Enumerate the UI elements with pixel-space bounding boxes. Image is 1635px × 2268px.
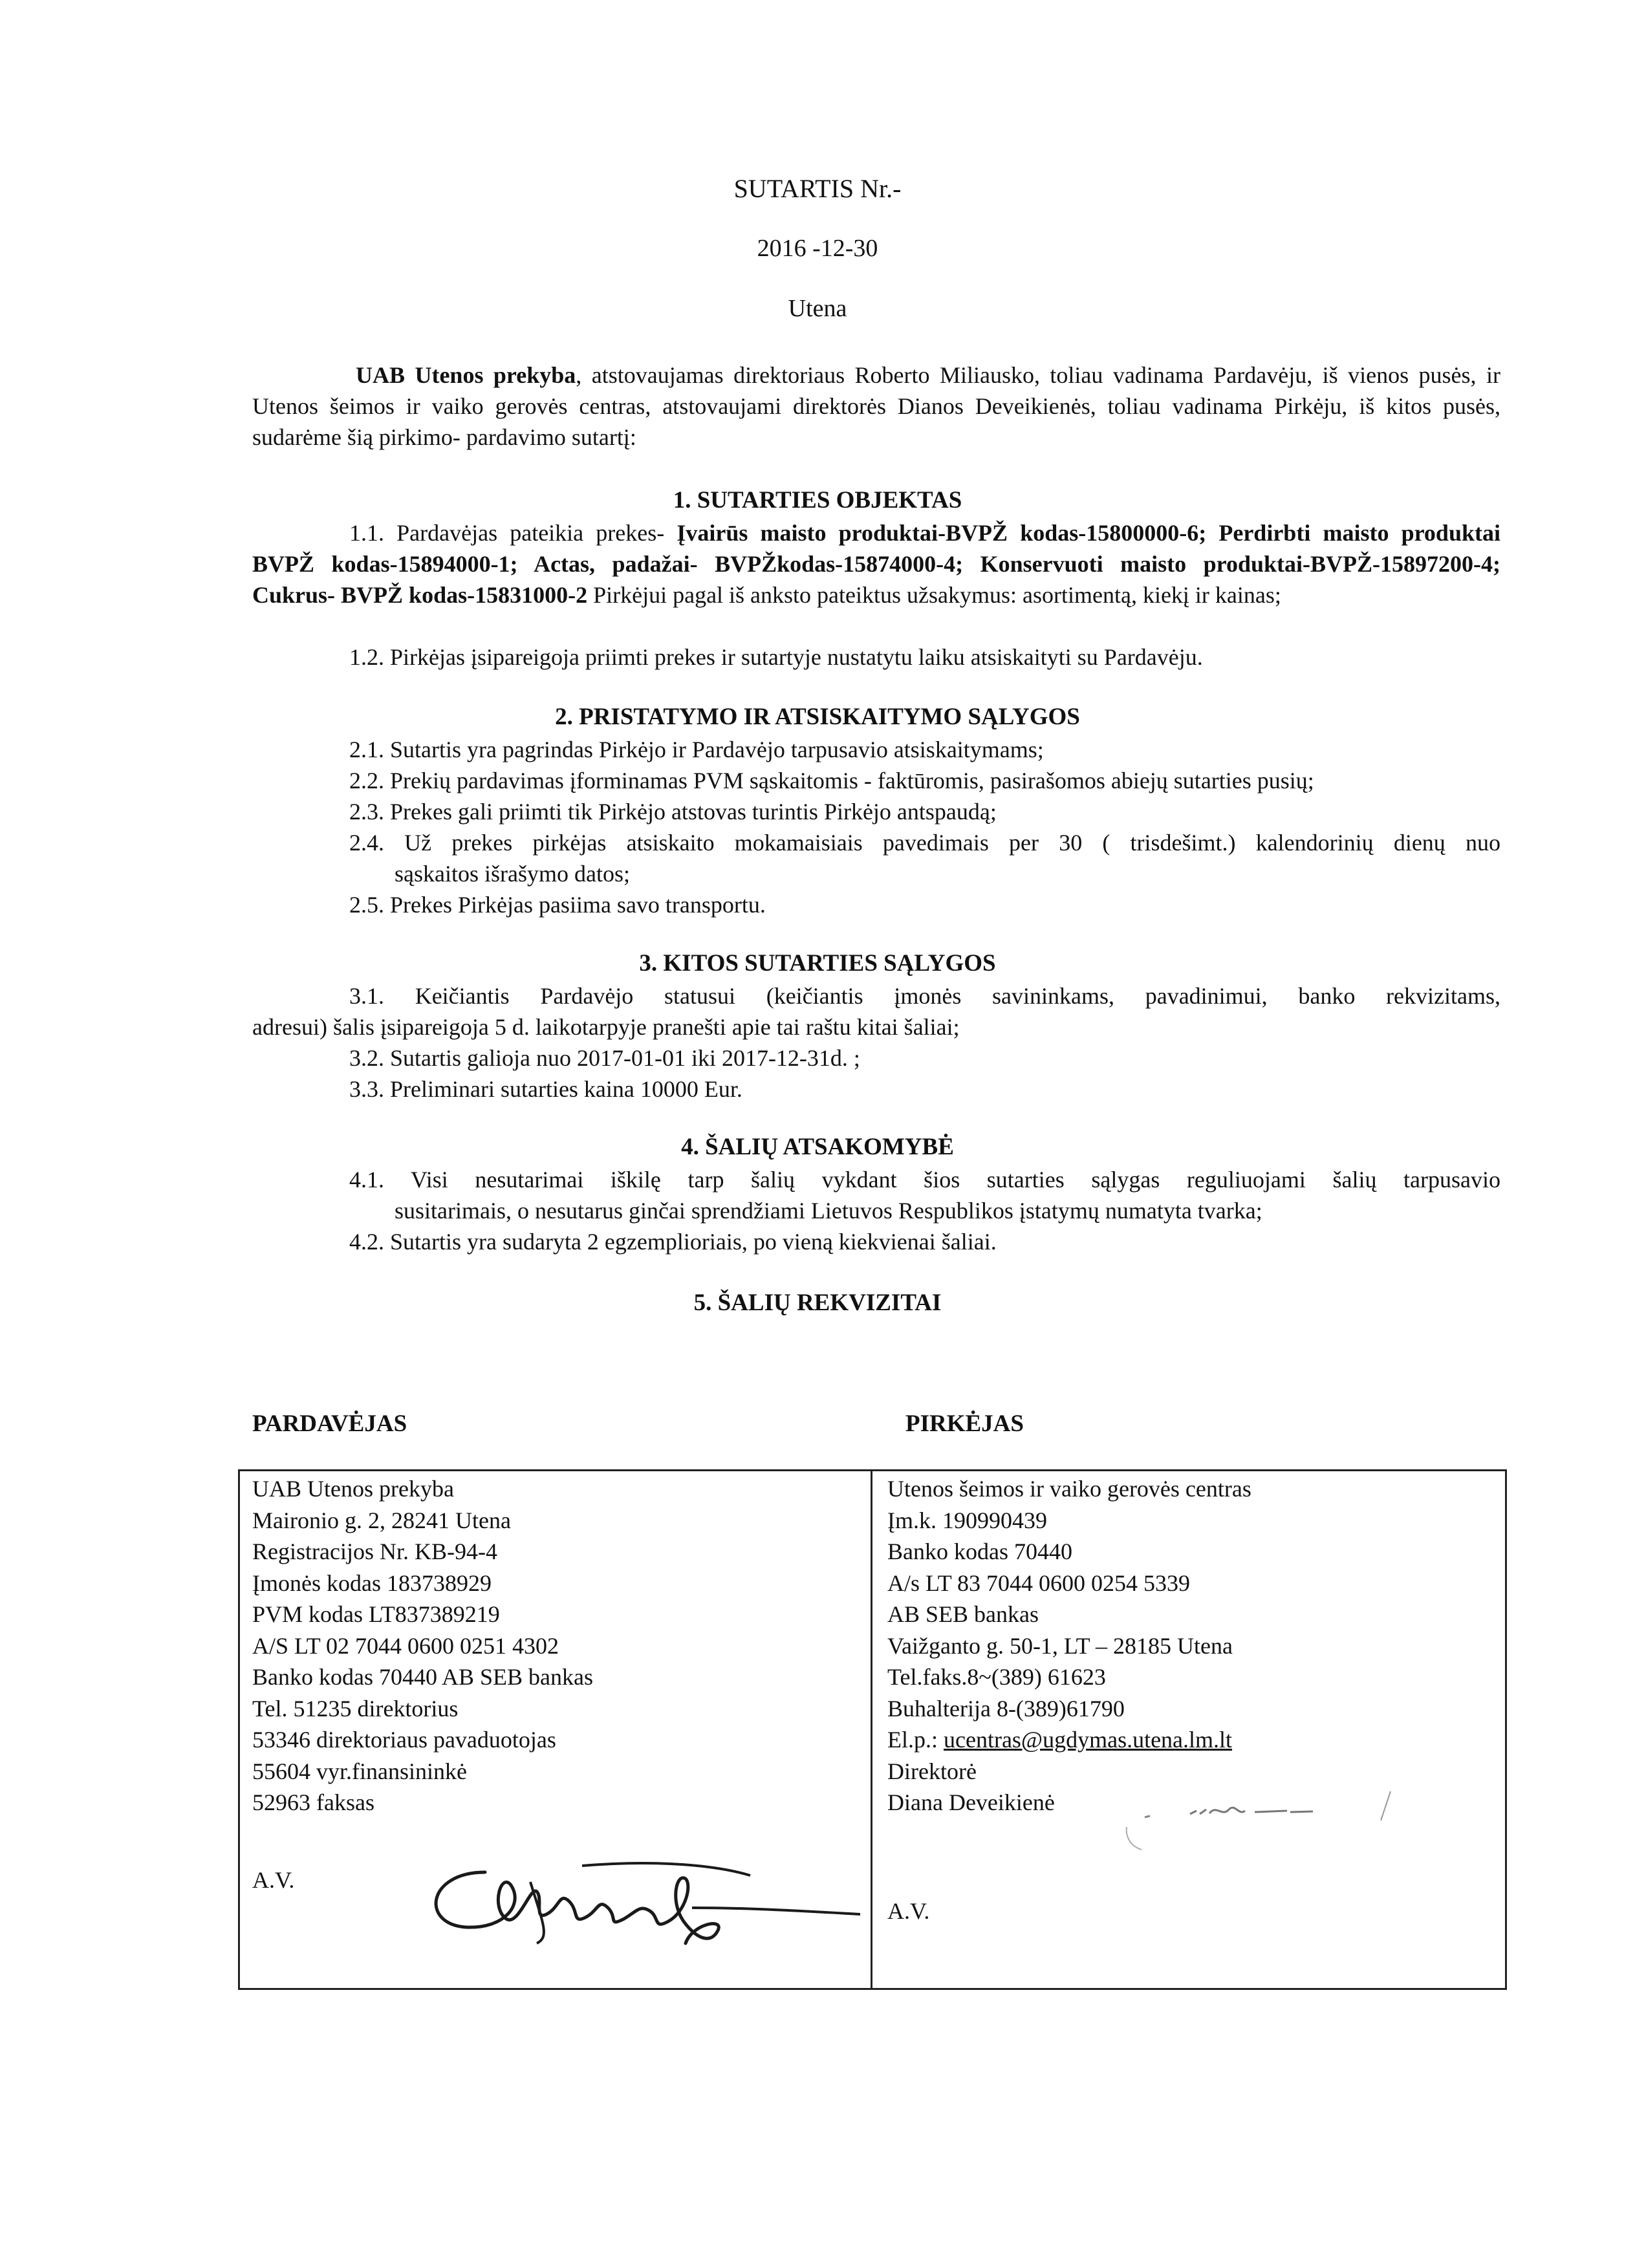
clause-1-1 (252, 517, 1500, 610)
seller-line: Tel. 51235 direktorius (252, 1695, 459, 1722)
clause-1-1-products: Įvairūs maisto produktai-BVPŽ kodas-15800000-6; Perdirbti maisto produktai BVPŽ kodas-15894000-1; Actas, padažai- BVPŽkodas-15874000-4; Konservuoti maisto produktai-BVPŽ-15897200-4; Cukrus- BVPŽ kodas-15831000-2 (252, 520, 1500, 608)
seller-stamp-place: A.V. (252, 1867, 295, 1893)
seller-line: Maironio g. 2, 28241 Utena (252, 1507, 511, 1533)
seller-line: PVM kodas LT837389219 (252, 1601, 500, 1627)
section-5-heading: 5. ŠALIŲ REKVIZITAI (693, 1290, 942, 1316)
seller-line: A/S LT 02 7044 0600 0251 4302 (252, 1632, 559, 1659)
buyer-line: A/s LT 83 7044 0600 0254 5339 (887, 1570, 1191, 1596)
intro-text: , atstovaujamas direktoriaus Roberto Miliausko, toliau vadinama Pardavėju, iš vienos pusės, ir Utenos šeimos ir vaiko gerovės centras, atstovaujami direktorės Dianos Deveikienės, toliau vadinama Pirkėju, iš kitos pusės, sudarėme šią pirkimo- pardavimo sutartį: (252, 362, 1500, 450)
buyer-stamp-place: A.V. (887, 1898, 930, 1924)
clause-2-4: 2.4. Už prekes pirkėjas atsiskaito mokamaisiais pavedimais per 30 ( trisdešimt.) kalendorinių dienų nuo (349, 830, 1500, 856)
seller-line: Registracijos Nr. KB-94-4 (252, 1539, 497, 1564)
buyer-director-name: Diana Deveikienė (887, 1789, 1055, 1815)
buyer-email-label: El.p.: (887, 1727, 944, 1753)
clause-3-3: 3.3. Preliminari sutarties kaina 10000 Eur. (349, 1076, 742, 1102)
buyer-line: AB SEB bankas (887, 1601, 1039, 1627)
clause-1-2: 1.2. Pirkėjas įsipareigoja priimti prekes ir sutartyje nustatytu laiku atsiskaityti su Pardavėju. (349, 644, 1203, 670)
seller-line: UAB Utenos prekyba (252, 1476, 454, 1502)
seller-heading: PARDAVĖJAS (252, 1410, 407, 1437)
contract-date: 2016 -12-30 (757, 235, 878, 262)
seller-signature (414, 1846, 867, 1956)
clause-4-1-cont: susitarimais, o nesutarus ginčai sprendžiami Lietuvos Respublikos įstatymų numatyta tvarka; (395, 1198, 1262, 1224)
buyer-line: Banko kodas 70440 (887, 1539, 1072, 1564)
clause-2-2: 2.2. Prekių pardavimas įforminamas PVM sąskaitomis - faktūromis, pasirašomos abiejų sutarties pusių; (349, 768, 1314, 794)
clause-3-1: 3.1. Keičiantis Pardavėjo statusui (keičiantis įmonės savininkams, pavadinimui, banko rekvizitams, (349, 983, 1500, 1009)
clause-3-1-cont: adresui) šalis įsipareigoja 5 d. laikotarpyje pranešti apie tai raštu kitai šaliai; (252, 1014, 960, 1040)
buyer-role: Direktorė (887, 1758, 977, 1784)
buyer-line: Buhalterija 8-(389)61790 (887, 1695, 1125, 1722)
section-3-heading: 3. KITOS SUTARTIES SĄLYGOS (639, 950, 996, 977)
contract-title: SUTARTIS Nr.- (733, 174, 902, 203)
requisites-divider (871, 1469, 872, 1990)
section-4-heading: 4. ŠALIŲ ATSAKOMYBĖ (681, 1134, 954, 1160)
clause-2-3: 2.3. Prekes gali priimti tik Pirkėjo atstovas turintis Pirkėjo antspaudą; (349, 799, 997, 825)
seller-requisites (252, 1473, 593, 1819)
intro-paragraph (252, 360, 1500, 453)
clause-2-5: 2.5. Prekes Pirkėjas pasiima savo transportu. (349, 892, 766, 918)
buyer-line: Vaižganto g. 50-1, LT – 28185 Utena (887, 1632, 1233, 1659)
buyer-signature (1125, 1785, 1416, 1856)
contract-city: Utena (788, 295, 847, 322)
seller-name-bold: UAB Utenos prekyba (356, 362, 576, 388)
buyer-email-line (887, 1724, 1251, 1756)
seller-line: 55604 vyr.finansininkė (252, 1758, 467, 1784)
seller-line: 52963 faksas (252, 1789, 374, 1815)
clause-1-1-lead: 1.1. Pardavėjas pateikia prekes- (349, 520, 677, 546)
clause-4-1: 4.1. Visi nesutarimai iškilę tarp šalių vykdant šios sutarties sąlygas reguliuojami šalių tarpusavio (349, 1167, 1500, 1193)
buyer-email-link[interactable]: ucentras@ugdymas.utena.lm.lt (944, 1727, 1233, 1753)
seller-line: 53346 direktoriaus pavaduotojas (252, 1727, 556, 1753)
buyer-line: Utenos šeimos ir vaiko gerovės centras (887, 1476, 1251, 1502)
buyer-line: Įm.k. 190990439 (887, 1507, 1047, 1533)
clause-1-1-tail: Pirkėjui pagal iš anksto pateiktus užsakymus: asortimentą, kiekį ir kainas; (587, 582, 1281, 608)
section-2-heading: 2. PRISTATYMO IR ATSISKAITYMO SĄLYGOS (555, 704, 1080, 730)
clause-3-2: 3.2. Sutartis galioja nuo 2017-01-01 iki 2017-12-31d. ; (349, 1045, 860, 1071)
buyer-heading: PIRKĖJAS (905, 1410, 1024, 1437)
clause-4-2: 4.2. Sutartis yra sudaryta 2 egzemplioriais, po vieną kiekvienai šaliai. (349, 1229, 997, 1255)
buyer-requisites (887, 1473, 1251, 1819)
section-1-heading: 1. SUTARTIES OBJEKTAS (673, 487, 962, 513)
seller-line: Įmonės kodas 183738929 (252, 1570, 492, 1596)
buyer-line: Tel.faks.8~(389) 61623 (887, 1664, 1106, 1690)
seller-line: Banko kodas 70440 AB SEB bankas (252, 1664, 593, 1690)
clause-2-4-cont: sąskaitos išrašymo datos; (395, 861, 630, 887)
clause-2-1: 2.1. Sutartis yra pagrindas Pirkėjo ir Pardavėjo tarpusavio atsiskaitymams; (349, 737, 1044, 762)
